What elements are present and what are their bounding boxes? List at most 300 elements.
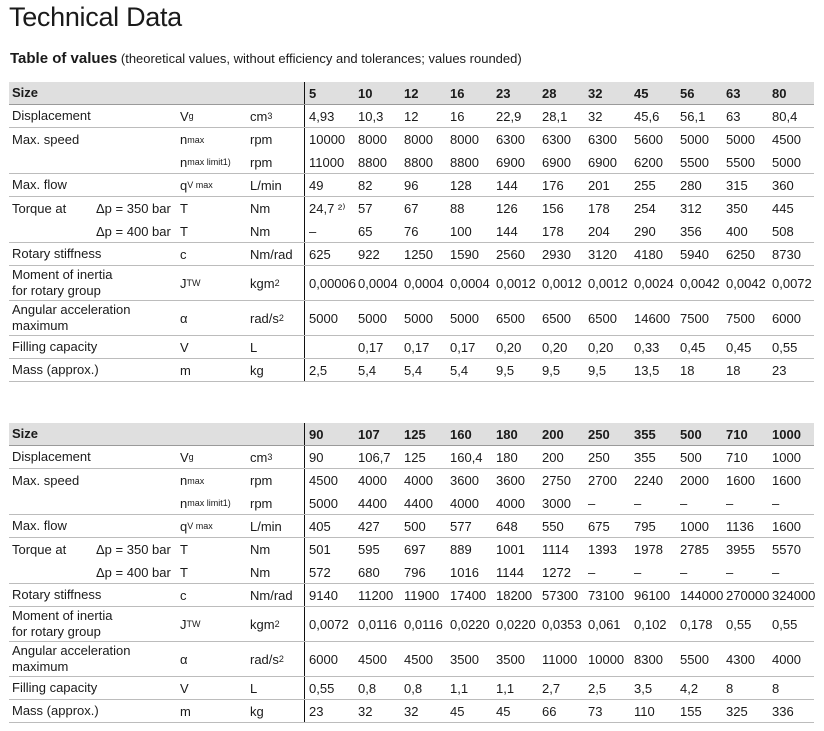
value-cell: – bbox=[588, 495, 596, 511]
value-cell: 8800 bbox=[450, 154, 479, 170]
table-row bbox=[9, 301, 814, 336]
value-cell: 312 bbox=[680, 201, 702, 216]
value-cell: 280 bbox=[680, 177, 702, 193]
column-divider bbox=[304, 642, 305, 676]
value-cell: 595 bbox=[358, 542, 380, 557]
value-cell: 200 bbox=[542, 449, 564, 465]
value-cell: 572 bbox=[309, 564, 331, 580]
symbol: n max limit 1) bbox=[180, 154, 231, 170]
value-cell: 17400 bbox=[450, 587, 487, 603]
value-cell: 5500 bbox=[726, 154, 755, 170]
value-cell: 270000 bbox=[726, 587, 770, 603]
row-label-line-1: Moment of inertia bbox=[12, 608, 113, 623]
value-cell: 675 bbox=[588, 518, 610, 534]
size-header-cell: 45 bbox=[634, 85, 649, 101]
row-label: Rotary stiffness bbox=[12, 246, 102, 261]
value-cell: 28,1 bbox=[542, 108, 568, 124]
value-cell: 100 bbox=[450, 223, 472, 239]
value-cell: 90 bbox=[309, 449, 324, 465]
size-header-cell: 12 bbox=[404, 85, 419, 101]
value-cell: 3955 bbox=[726, 542, 755, 557]
value-cell: 6300 bbox=[542, 132, 571, 147]
page-title: Technical Data bbox=[9, 2, 182, 32]
table-caption-bold: Table of values bbox=[10, 50, 118, 67]
value-cell: 2,5 bbox=[588, 680, 607, 696]
pressure-condition: Δp = 400 bar bbox=[96, 564, 171, 580]
size-header-cell: 355 bbox=[634, 426, 656, 442]
table-row bbox=[9, 220, 814, 243]
symbol: α bbox=[180, 651, 188, 667]
value-cell: 57300 bbox=[542, 587, 579, 603]
column-divider bbox=[304, 700, 305, 722]
column-divider bbox=[304, 243, 305, 265]
value-cell: 315 bbox=[726, 177, 748, 193]
value-cell: 508 bbox=[772, 223, 794, 239]
symbol: c bbox=[180, 587, 187, 603]
row-label: Max. flow bbox=[12, 177, 67, 192]
table-row bbox=[9, 492, 814, 515]
column-divider bbox=[304, 151, 305, 173]
value-cell: 6000 bbox=[309, 651, 338, 667]
column-divider bbox=[304, 561, 305, 583]
value-cell: 110 bbox=[634, 703, 655, 719]
column-divider bbox=[304, 82, 305, 104]
table-caption bbox=[10, 50, 522, 67]
value-cell: 82 bbox=[358, 177, 373, 193]
column-divider bbox=[304, 336, 305, 358]
value-cell: 10000 bbox=[588, 651, 625, 667]
unit: L/min bbox=[250, 518, 282, 534]
table-caption-note: (theoretical values, without efficiency and tolerances; values rounded) bbox=[117, 51, 522, 66]
value-cell: 18200 bbox=[496, 587, 533, 603]
value-cell: 1136 bbox=[726, 518, 754, 534]
value-cell: 290 bbox=[634, 223, 656, 239]
value-cell: 0,20 bbox=[542, 339, 568, 355]
value-cell: 5,4 bbox=[358, 362, 377, 378]
value-cell: 0,8 bbox=[404, 680, 423, 696]
value-cell: 254 bbox=[634, 201, 656, 216]
value-cell: 6500 bbox=[496, 310, 525, 326]
table-row bbox=[9, 584, 814, 607]
value-cell: 5000 bbox=[358, 310, 387, 326]
size-header-cell: 56 bbox=[680, 85, 695, 101]
value-cell: – bbox=[726, 495, 734, 511]
symbol: T bbox=[180, 542, 188, 557]
value-cell: 356 bbox=[680, 223, 702, 239]
value-cell: 0,178 bbox=[680, 616, 713, 632]
unit: Nm bbox=[250, 223, 271, 239]
size-header-label: Size bbox=[12, 426, 39, 441]
value-cell: 8 bbox=[772, 680, 780, 696]
size-header-cell: 710 bbox=[726, 426, 748, 442]
value-cell: 8000 bbox=[450, 132, 479, 147]
size-header-cell: 107 bbox=[358, 426, 380, 442]
value-cell: 11000 bbox=[309, 154, 345, 170]
value-cell: 4000 bbox=[496, 495, 525, 511]
symbol: n max bbox=[180, 473, 205, 488]
table-row bbox=[9, 607, 814, 642]
value-cell: 160,4 bbox=[450, 449, 483, 465]
value-cell: – bbox=[772, 564, 780, 580]
row-label-line-2: maximum bbox=[12, 659, 69, 674]
value-cell: 1600 bbox=[772, 473, 801, 488]
value-cell: 0,20 bbox=[588, 339, 614, 355]
row-label: Mass (approx.) bbox=[12, 703, 99, 718]
value-cell: 1250 bbox=[404, 246, 433, 262]
value-cell: – bbox=[309, 223, 317, 239]
value-cell: 710 bbox=[726, 449, 748, 465]
value-cell: 5600 bbox=[634, 132, 663, 147]
table-row bbox=[9, 128, 814, 151]
value-cell: 3600 bbox=[496, 473, 525, 488]
value-cell: 0,0116 bbox=[358, 616, 397, 632]
value-cell: 4400 bbox=[358, 495, 387, 511]
value-cell: 4,93 bbox=[309, 108, 335, 124]
table-row bbox=[9, 469, 814, 492]
value-cell: 0,0072 bbox=[772, 275, 812, 291]
value-cell: 6900 bbox=[496, 154, 525, 170]
value-cell: 18 bbox=[726, 362, 741, 378]
column-divider bbox=[304, 301, 305, 335]
value-cell: 5000 bbox=[309, 495, 338, 511]
value-cell: 76 bbox=[404, 223, 419, 239]
size-header-row bbox=[9, 82, 814, 105]
column-divider bbox=[304, 677, 305, 699]
value-cell: 2000 bbox=[680, 473, 709, 488]
column-divider bbox=[304, 359, 305, 381]
row-label: Max. flow bbox=[12, 518, 67, 533]
unit: rpm bbox=[250, 473, 273, 488]
value-cell: 6200 bbox=[634, 154, 663, 170]
size-header-label: Size bbox=[12, 85, 39, 100]
size-header-cell: 10 bbox=[358, 85, 373, 101]
value-cell: 8000 bbox=[358, 132, 387, 147]
value-cell: 0,0004 bbox=[450, 275, 490, 291]
table-row bbox=[9, 359, 814, 382]
value-cell: 360 bbox=[772, 177, 794, 193]
value-cell: 125 bbox=[404, 449, 426, 465]
value-cell: 0,0042 bbox=[726, 275, 766, 291]
value-cell: 4500 bbox=[772, 132, 801, 147]
value-cell: 400 bbox=[726, 223, 748, 239]
value-cell: 126 bbox=[496, 201, 518, 216]
value-cell: 8800 bbox=[358, 154, 387, 170]
value-cell: 0,0012 bbox=[496, 275, 536, 291]
symbol: V g bbox=[180, 108, 194, 124]
value-cell: 56,1 bbox=[680, 108, 706, 124]
unit: cm 3 bbox=[250, 449, 273, 465]
value-cell: 144000 bbox=[680, 587, 724, 603]
unit: rpm bbox=[250, 132, 273, 147]
value-cell: 4500 bbox=[309, 473, 338, 488]
value-cell: 355 bbox=[634, 449, 656, 465]
value-cell: 45 bbox=[496, 703, 511, 719]
value-cell: 5570 bbox=[772, 542, 801, 557]
values-table-2 bbox=[9, 423, 814, 723]
symbol: V g bbox=[180, 449, 194, 465]
value-cell: 32 bbox=[358, 703, 373, 719]
column-divider bbox=[304, 105, 305, 127]
size-header-cell: 80 bbox=[772, 85, 787, 101]
value-cell: 625 bbox=[309, 246, 331, 262]
value-cell: 500 bbox=[680, 449, 702, 465]
value-cell: 1144 bbox=[496, 564, 524, 580]
value-cell: 1393 bbox=[588, 542, 617, 557]
table-row bbox=[9, 642, 814, 677]
value-cell: 4500 bbox=[404, 651, 433, 667]
value-cell: 5000 bbox=[772, 154, 801, 170]
symbol: n max bbox=[180, 132, 205, 147]
column-divider bbox=[304, 538, 305, 561]
symbol: V bbox=[180, 339, 189, 355]
value-cell: 32 bbox=[588, 108, 603, 124]
column-divider bbox=[304, 492, 305, 514]
value-cell: 336 bbox=[772, 703, 794, 719]
value-cell: 0,00006 bbox=[309, 275, 356, 291]
row-label-line-2: for rotary group bbox=[12, 283, 101, 298]
value-cell: 0,0004 bbox=[358, 275, 398, 291]
value-cell: 6300 bbox=[496, 132, 525, 147]
value-cell: 45,6 bbox=[634, 108, 660, 124]
value-cell: 22,9 bbox=[496, 108, 522, 124]
symbol: m bbox=[180, 362, 191, 378]
value-cell: 3500 bbox=[450, 651, 479, 667]
symbol: J TW bbox=[180, 616, 201, 632]
value-cell: 6900 bbox=[542, 154, 571, 170]
value-cell: 96 bbox=[404, 177, 419, 193]
column-divider bbox=[304, 423, 305, 445]
value-cell: 8300 bbox=[634, 651, 663, 667]
value-cell: 2785 bbox=[680, 542, 709, 557]
unit: L/min bbox=[250, 177, 282, 193]
value-cell: 9140 bbox=[309, 587, 338, 603]
value-cell: 0,0072 bbox=[309, 616, 349, 632]
size-header-cell: 5 bbox=[309, 85, 317, 101]
value-cell: 204 bbox=[588, 223, 610, 239]
value-cell: 1272 bbox=[542, 564, 571, 580]
value-cell: 73 bbox=[588, 703, 603, 719]
column-divider bbox=[304, 469, 305, 492]
unit: rpm bbox=[250, 495, 273, 511]
value-cell: 11000 bbox=[542, 651, 578, 667]
value-cell: 57 bbox=[358, 201, 373, 216]
column-divider bbox=[304, 197, 305, 220]
value-cell: 6300 bbox=[588, 132, 617, 147]
value-cell: 0,17 bbox=[404, 339, 430, 355]
table-row bbox=[9, 336, 814, 359]
row-label bbox=[12, 301, 131, 335]
value-cell: 23 bbox=[309, 703, 324, 719]
pressure-condition: Δp = 350 bar bbox=[96, 542, 171, 557]
row-label: Max. speed bbox=[12, 131, 80, 147]
unit: kg bbox=[250, 703, 264, 719]
value-cell: 66 bbox=[542, 703, 557, 719]
row-label-line-1: Angular acceleration bbox=[12, 302, 131, 317]
value-cell: 23 bbox=[772, 362, 787, 378]
value-cell: 11900 bbox=[404, 587, 440, 603]
value-cell: 9,5 bbox=[542, 362, 561, 378]
value-cell: 6500 bbox=[588, 310, 617, 326]
unit: Nm bbox=[250, 564, 271, 580]
value-cell: – bbox=[772, 495, 780, 511]
value-cell: 5,4 bbox=[450, 362, 469, 378]
value-cell: 648 bbox=[496, 518, 518, 534]
value-cell: 325 bbox=[726, 703, 748, 719]
value-cell: 922 bbox=[358, 246, 380, 262]
value-cell: 8730 bbox=[772, 246, 801, 262]
value-cell: 1978 bbox=[634, 542, 663, 557]
value-cell: 4300 bbox=[726, 651, 755, 667]
value-cell: 32 bbox=[404, 703, 419, 719]
value-cell: 350 bbox=[726, 201, 748, 216]
value-cell bbox=[307, 336, 309, 358]
row-label: Torque at bbox=[12, 200, 67, 216]
size-header-cell: 32 bbox=[588, 85, 603, 101]
value-cell: 0,55 bbox=[772, 616, 798, 632]
value-cell: – bbox=[680, 495, 688, 511]
value-cell: 1000 bbox=[772, 449, 801, 465]
row-label-line-1: Angular acceleration bbox=[12, 643, 131, 658]
value-cell: 144 bbox=[496, 223, 518, 239]
value-cell: 45 bbox=[450, 703, 465, 719]
table-row bbox=[9, 677, 814, 700]
value-cell: 24,7 ²⁾ bbox=[309, 200, 346, 216]
value-cell: 12 bbox=[404, 108, 419, 124]
value-cell: 0,55 bbox=[772, 339, 798, 355]
value-cell: 577 bbox=[450, 518, 472, 534]
row-label: Displacement bbox=[12, 108, 91, 123]
value-cell: – bbox=[680, 564, 688, 580]
unit: cm 3 bbox=[250, 108, 273, 124]
value-cell: 1600 bbox=[726, 473, 755, 488]
table-row bbox=[9, 174, 814, 197]
value-cell: 1,1 bbox=[496, 680, 515, 696]
value-cell: 10000 bbox=[309, 132, 346, 147]
value-cell: 0,0353 bbox=[542, 616, 582, 632]
value-cell: 4,2 bbox=[680, 680, 699, 696]
value-cell: 500 bbox=[404, 518, 426, 534]
value-cell: 0,0116 bbox=[404, 616, 443, 632]
table-row bbox=[9, 105, 814, 128]
size-header-cell: 63 bbox=[726, 85, 741, 101]
value-cell: 0,17 bbox=[358, 339, 384, 355]
row-label: Displacement bbox=[12, 449, 91, 464]
value-cell: 1,1 bbox=[450, 680, 469, 696]
value-cell: 5000 bbox=[309, 310, 338, 326]
column-divider bbox=[304, 607, 305, 641]
value-cell: 4500 bbox=[358, 651, 387, 667]
value-cell: 5000 bbox=[726, 132, 755, 147]
size-header-cell: 250 bbox=[588, 426, 610, 442]
table-row bbox=[9, 243, 814, 266]
value-cell: 3600 bbox=[450, 473, 479, 488]
value-cell: 501 bbox=[309, 542, 331, 557]
value-cell: 0,20 bbox=[496, 339, 522, 355]
row-label bbox=[12, 266, 112, 300]
value-cell: 10,3 bbox=[358, 108, 384, 124]
value-cell: 1600 bbox=[772, 518, 801, 534]
column-divider bbox=[304, 584, 305, 606]
value-cell: 0,55 bbox=[726, 616, 752, 632]
value-cell: 3000 bbox=[542, 495, 571, 511]
value-cell: 4000 bbox=[358, 473, 387, 488]
row-label: Max. speed bbox=[12, 472, 80, 488]
value-cell: 176 bbox=[542, 177, 564, 193]
symbol: m bbox=[180, 703, 191, 719]
value-cell: 7500 bbox=[680, 310, 709, 326]
value-cell: 3120 bbox=[588, 246, 617, 262]
value-cell: 324000 bbox=[772, 587, 816, 603]
value-cell: 8800 bbox=[404, 154, 433, 170]
symbol: T bbox=[180, 223, 188, 239]
size-header-cell: 1000 bbox=[772, 426, 801, 442]
value-cell: 3500 bbox=[496, 651, 525, 667]
symbol: T bbox=[180, 201, 188, 216]
value-cell: 445 bbox=[772, 201, 794, 216]
value-cell: 680 bbox=[358, 564, 380, 580]
value-cell: 63 bbox=[726, 108, 741, 124]
column-divider bbox=[304, 515, 305, 537]
value-cell: 0,33 bbox=[634, 339, 660, 355]
table-row bbox=[9, 700, 814, 723]
value-cell: 201 bbox=[588, 177, 610, 193]
value-cell: 178 bbox=[588, 201, 610, 216]
table-row bbox=[9, 151, 814, 174]
symbol: q V max bbox=[180, 177, 213, 193]
unit: rad/s 2 bbox=[250, 310, 284, 326]
row-label: Rotary stiffness bbox=[12, 587, 102, 602]
value-cell: 5500 bbox=[680, 154, 709, 170]
symbol: n max limit 1) bbox=[180, 495, 231, 511]
value-cell: 6500 bbox=[542, 310, 571, 326]
symbol: q V max bbox=[180, 518, 213, 534]
value-cell: 1114 bbox=[542, 542, 569, 557]
value-cell: 13,5 bbox=[634, 362, 660, 378]
value-cell: 5,4 bbox=[404, 362, 423, 378]
value-cell: 2240 bbox=[634, 473, 663, 488]
unit: Nm bbox=[250, 542, 271, 557]
value-cell: 73100 bbox=[588, 587, 625, 603]
value-cell: 80,4 bbox=[772, 108, 798, 124]
value-cell: 405 bbox=[309, 518, 331, 534]
unit: kg bbox=[250, 362, 264, 378]
value-cell: 0,45 bbox=[726, 339, 752, 355]
value-cell: 5000 bbox=[404, 310, 433, 326]
value-cell: 0,0024 bbox=[634, 275, 674, 291]
row-label: Torque at bbox=[12, 541, 67, 557]
value-cell: 1590 bbox=[450, 246, 479, 262]
value-cell: 106,7 bbox=[358, 449, 391, 465]
value-cell: 4000 bbox=[772, 651, 801, 667]
value-cell: 0,8 bbox=[358, 680, 377, 696]
value-cell: 67 bbox=[404, 201, 419, 216]
value-cell: 88 bbox=[450, 201, 465, 216]
value-cell: 2700 bbox=[588, 473, 617, 488]
row-label-line-2: maximum bbox=[12, 318, 69, 333]
value-cell: 144 bbox=[496, 177, 518, 193]
row-label-line-2: for rotary group bbox=[12, 624, 101, 639]
value-cell: 128 bbox=[450, 177, 472, 193]
value-cell: 6000 bbox=[772, 310, 801, 326]
value-cell: 8000 bbox=[404, 132, 433, 147]
value-cell: 795 bbox=[634, 518, 656, 534]
value-cell: 796 bbox=[404, 564, 426, 580]
column-divider bbox=[304, 128, 305, 151]
unit: L bbox=[250, 339, 258, 355]
value-cell: 4400 bbox=[404, 495, 433, 511]
size-header-row bbox=[9, 423, 814, 446]
size-header-cell: 90 bbox=[309, 426, 324, 442]
